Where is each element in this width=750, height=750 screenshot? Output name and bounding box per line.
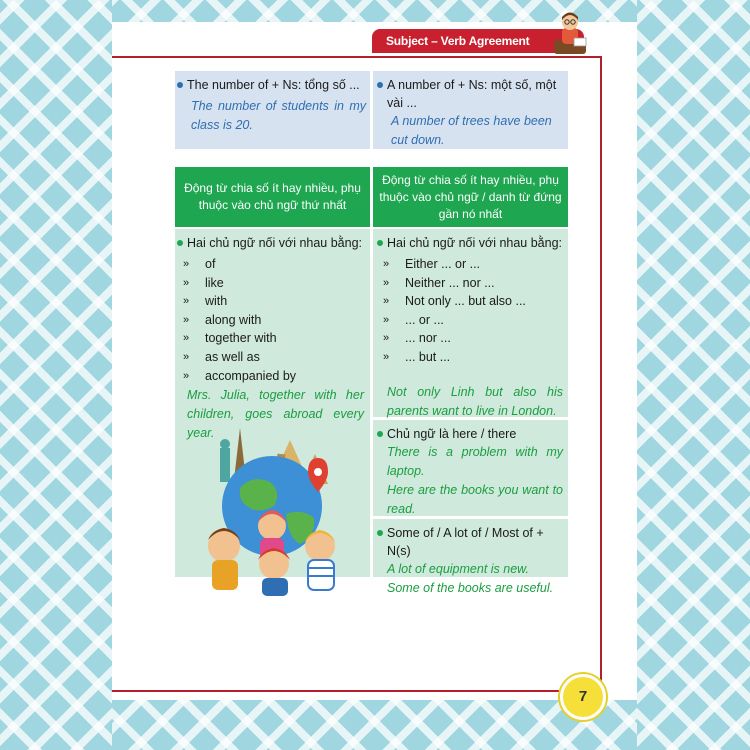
list-item-text: ... but ... <box>405 349 451 364</box>
list-item-text: ... nor ... <box>405 331 451 346</box>
rule-card-here-there <box>373 420 568 516</box>
list-item <box>377 311 563 330</box>
chevron-icon: » <box>383 276 390 289</box>
list-item <box>177 329 364 348</box>
chevron-icon: » <box>183 295 190 308</box>
example-text: Here are the books you want to read. <box>387 483 563 516</box>
list-item <box>177 311 364 330</box>
background-pattern-left <box>0 0 112 750</box>
chevron-icon: » <box>183 369 190 382</box>
list-item-text: ... or ... <box>405 312 444 327</box>
chevron-icon: » <box>183 313 190 326</box>
right-column-body <box>373 229 568 417</box>
list-item-text: with <box>205 294 228 309</box>
list-item <box>377 274 563 293</box>
list-item-text: as well as <box>205 349 260 364</box>
chevron-icon: » <box>383 332 390 345</box>
chevron-icon: » <box>183 350 190 363</box>
rule-text: Some of / A lot of / Most of + N(s) <box>387 526 544 558</box>
chevron-icon: » <box>183 258 190 270</box>
background-pattern-bottom <box>112 700 637 750</box>
chevron-icon: » <box>183 276 190 289</box>
teacher-mascot-icon <box>548 10 592 56</box>
chevron-icon: » <box>383 313 390 326</box>
subject-title: Subject – Verb Agreement <box>386 34 530 48</box>
list-item <box>377 348 563 367</box>
list-item-text: like <box>205 275 224 290</box>
list-item <box>177 367 364 386</box>
bullet-dot-icon <box>377 431 383 437</box>
example-text: Mrs. Julia, together with her children, goes abroad every year. <box>187 388 364 441</box>
page-frame-side-rule <box>600 56 602 690</box>
page-frame-bottom-rule <box>112 690 602 692</box>
page-number: 7 <box>578 688 588 705</box>
chevron-icon: » <box>383 350 390 363</box>
list-item <box>177 274 364 293</box>
bullet-dot-icon <box>377 82 383 88</box>
bullet-dot-icon <box>177 240 183 246</box>
rule-text: Chủ ngữ là here / there <box>387 427 517 441</box>
bullet-dot-icon <box>377 240 383 246</box>
list-item <box>177 348 364 367</box>
example-text: A number of trees have been cut down. <box>391 114 552 147</box>
bullet-dot-icon <box>377 530 383 536</box>
list-item <box>177 255 364 274</box>
list-item-text: along with <box>205 312 262 327</box>
right-column-header <box>373 167 568 227</box>
background-pattern-right <box>637 0 750 750</box>
connector-list <box>177 255 364 385</box>
rule-text: A number of + Ns: một số, một vài ... <box>387 78 557 110</box>
list-item-text: Either ... or ... <box>405 257 481 271</box>
right-column-header-text: Động từ chia số ít hay nhiều, phụ thuộc vào chủ ngữ / danh từ đứng gần nó nhất <box>379 172 562 221</box>
left-column-header-text: Động từ chia số ít hay nhiều, phụ thuộc vào chủ ngữ thứ nhất <box>184 181 361 212</box>
bullet-dot-icon <box>177 82 183 88</box>
chevron-icon: » <box>183 332 190 345</box>
example-text: The number of students in my class is 20. <box>191 99 366 132</box>
example-text: Not only Linh but also his parents want to live in London. <box>387 384 563 418</box>
example-text: There is a problem with my laptop. <box>387 445 563 478</box>
rule-text: The number of + Ns: tổng số ... <box>187 78 360 92</box>
list-item-text: of <box>205 257 216 271</box>
example-text: Some of the books are useful. <box>387 581 554 595</box>
example-text: A lot of equipment is new. <box>387 562 529 576</box>
page-number-badge <box>560 674 606 720</box>
list-item <box>177 292 364 311</box>
left-column-header <box>175 167 370 227</box>
chevron-icon: » <box>383 258 390 270</box>
rule-card-some-of <box>373 519 568 595</box>
list-item <box>377 329 563 348</box>
rule-card-a-number-of <box>373 71 568 149</box>
list-item-text: Neither ... nor ... <box>405 275 495 290</box>
connector-list <box>377 255 563 367</box>
rule-card-number-of <box>175 71 370 149</box>
chevron-icon: » <box>383 295 390 308</box>
page-frame-top-rule <box>112 56 602 58</box>
list-item-text: Not only ... but also ... <box>405 294 526 309</box>
list-item-text: accompanied by <box>205 368 297 383</box>
list-item-text: together with <box>205 331 277 346</box>
intro-text: Hai chủ ngữ nối với nhau bằng: <box>187 236 363 250</box>
list-item <box>377 255 563 274</box>
list-item <box>377 292 563 311</box>
intro-text: Hai chủ ngữ nối với nhau bằng: <box>387 236 563 250</box>
world-travel-illustration <box>190 418 360 596</box>
